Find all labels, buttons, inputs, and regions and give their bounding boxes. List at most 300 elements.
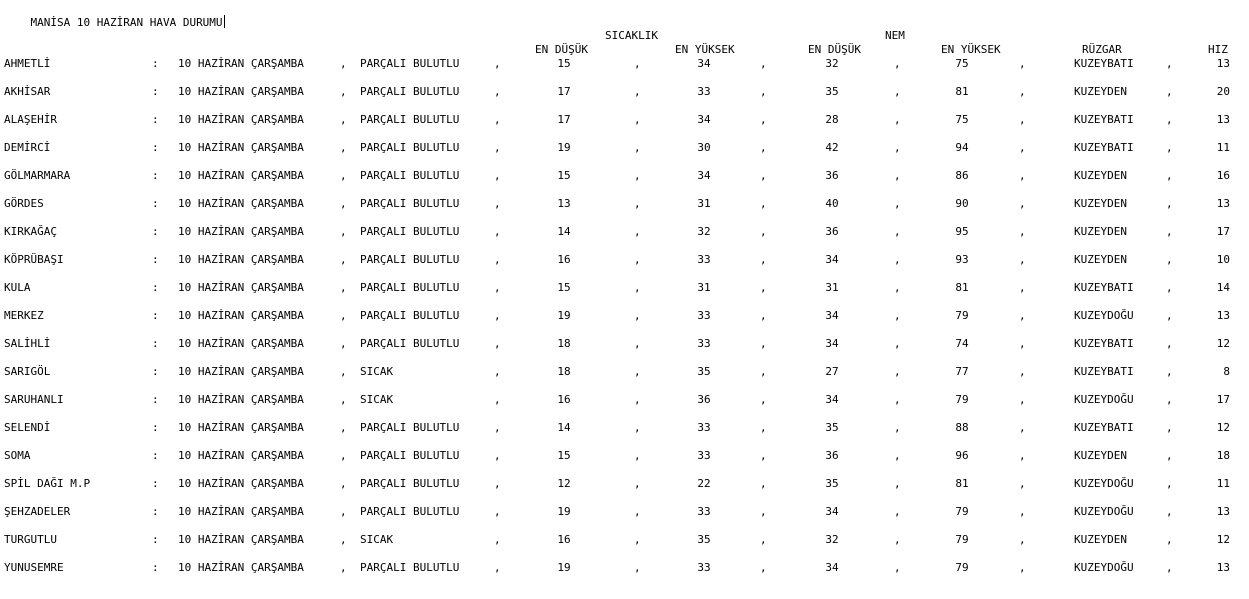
wind-speed-value: 18 bbox=[1216, 449, 1230, 462]
comma-separator: , bbox=[340, 337, 347, 350]
comma-separator: , bbox=[894, 113, 901, 126]
comma-separator: , bbox=[760, 477, 767, 490]
comma-separator: , bbox=[894, 169, 901, 182]
comma-separator: , bbox=[494, 309, 501, 322]
humidity-max-value: 94 bbox=[955, 141, 969, 154]
comma-separator: , bbox=[760, 533, 767, 546]
comma-separator: , bbox=[1166, 561, 1173, 574]
comma-separator: , bbox=[894, 281, 901, 294]
comma-separator: , bbox=[494, 197, 501, 210]
document-title-line bbox=[4, 1, 225, 44]
district-name: KIRKAĞAÇ bbox=[4, 225, 57, 238]
district-name: YUNUSEMRE bbox=[4, 561, 64, 574]
comma-separator: , bbox=[634, 561, 641, 574]
wind-speed-value: 13 bbox=[1216, 57, 1230, 70]
text-cursor bbox=[224, 15, 225, 28]
sky-condition: PARÇALI BULUTLU bbox=[360, 309, 460, 322]
comma-separator: , bbox=[340, 169, 347, 182]
comma-separator: , bbox=[1019, 113, 1026, 126]
comma-separator: , bbox=[1166, 477, 1173, 490]
wind-direction: KUZEYDOĞU bbox=[1074, 477, 1134, 490]
humidity-max-value: 95 bbox=[955, 225, 969, 238]
comma-separator: , bbox=[340, 309, 347, 322]
comma-separator: , bbox=[894, 533, 901, 546]
comma-separator: , bbox=[494, 533, 501, 546]
comma-separator: , bbox=[1019, 533, 1026, 546]
temp-max-value: 34 bbox=[697, 113, 711, 126]
temp-min-value: 19 bbox=[557, 505, 571, 518]
temp-min-value: 13 bbox=[557, 197, 571, 210]
comma-separator: , bbox=[634, 449, 641, 462]
comma-separator: , bbox=[760, 85, 767, 98]
district-name: ALAŞEHİR bbox=[4, 113, 57, 126]
table-row bbox=[0, 281, 1249, 295]
comma-separator: , bbox=[760, 253, 767, 266]
table-row bbox=[0, 337, 1249, 351]
humidity-max-value: 79 bbox=[955, 533, 969, 546]
colon-separator: : bbox=[152, 505, 159, 518]
temp-min-value: 19 bbox=[557, 561, 571, 574]
colon-separator: : bbox=[152, 477, 159, 490]
humidity-max-value: 79 bbox=[955, 505, 969, 518]
humidity-max-value: 86 bbox=[955, 169, 969, 182]
sky-condition: PARÇALI BULUTLU bbox=[360, 449, 460, 462]
forecast-date: 10 HAZİRAN ÇARŞAMBA bbox=[178, 393, 304, 406]
comma-separator: , bbox=[634, 533, 641, 546]
district-name: SARIGÖL bbox=[4, 365, 51, 378]
colon-separator: : bbox=[152, 57, 159, 70]
comma-separator: , bbox=[894, 225, 901, 238]
comma-separator: , bbox=[1166, 141, 1173, 154]
temp-min-value: 18 bbox=[557, 365, 571, 378]
table-row bbox=[0, 57, 1249, 71]
wind-speed-value: 16 bbox=[1216, 169, 1230, 182]
table-row bbox=[0, 421, 1249, 435]
sky-condition: PARÇALI BULUTLU bbox=[360, 337, 460, 350]
humidity-max-value: 75 bbox=[955, 113, 969, 126]
forecast-date: 10 HAZİRAN ÇARŞAMBA bbox=[178, 533, 304, 546]
district-name: ŞEHZADELER bbox=[4, 505, 71, 518]
comma-separator: , bbox=[634, 281, 641, 294]
temp-min-value: 15 bbox=[557, 169, 571, 182]
comma-separator: , bbox=[494, 141, 501, 154]
comma-separator: , bbox=[760, 57, 767, 70]
sky-condition: PARÇALI BULUTLU bbox=[360, 421, 460, 434]
humidity-min-value: 36 bbox=[825, 225, 839, 238]
comma-separator: , bbox=[1166, 197, 1173, 210]
comma-separator: , bbox=[340, 449, 347, 462]
colon-separator: : bbox=[152, 197, 159, 210]
humidity-max-value: 88 bbox=[955, 421, 969, 434]
wind-speed-value: 20 bbox=[1216, 85, 1230, 98]
comma-separator: , bbox=[894, 365, 901, 378]
comma-separator: , bbox=[1166, 449, 1173, 462]
comma-separator: , bbox=[894, 393, 901, 406]
comma-separator: , bbox=[634, 337, 641, 350]
wind-direction: KUZEYDEN bbox=[1074, 225, 1127, 238]
forecast-date: 10 HAZİRAN ÇARŞAMBA bbox=[178, 57, 304, 70]
document-title: MANİSA 10 HAZİRAN HAVA DURUMU bbox=[30, 16, 223, 29]
comma-separator: , bbox=[1019, 477, 1026, 490]
wind-direction: KUZEYBATI bbox=[1074, 421, 1134, 434]
temp-max-value: 35 bbox=[697, 533, 711, 546]
table-row bbox=[0, 365, 1249, 379]
wind-direction: KUZEYBATI bbox=[1074, 113, 1134, 126]
colon-separator: : bbox=[152, 309, 159, 322]
table-row bbox=[0, 533, 1249, 547]
forecast-date: 10 HAZİRAN ÇARŞAMBA bbox=[178, 253, 304, 266]
table-row bbox=[0, 505, 1249, 519]
table-row bbox=[0, 309, 1249, 323]
district-name: SALİHLİ bbox=[4, 337, 51, 350]
wind-direction: KUZEYDOĞU bbox=[1074, 393, 1134, 406]
comma-separator: , bbox=[340, 85, 347, 98]
comma-separator: , bbox=[494, 169, 501, 182]
humidity-min-value: 27 bbox=[825, 365, 839, 378]
comma-separator: , bbox=[634, 141, 641, 154]
district-name: DEMİRCİ bbox=[4, 141, 51, 154]
comma-separator: , bbox=[760, 421, 767, 434]
sky-condition: PARÇALI BULUTLU bbox=[360, 253, 460, 266]
comma-separator: , bbox=[494, 365, 501, 378]
comma-separator: , bbox=[894, 505, 901, 518]
district-name: SPİL DAĞI M.P bbox=[4, 477, 91, 490]
sky-condition: PARÇALI BULUTLU bbox=[360, 477, 460, 490]
wind-direction: KUZEYDEN bbox=[1074, 197, 1127, 210]
sky-condition: SICAK bbox=[360, 365, 394, 378]
table-row bbox=[0, 449, 1249, 463]
forecast-date: 10 HAZİRAN ÇARŞAMBA bbox=[178, 141, 304, 154]
colon-separator: : bbox=[152, 393, 159, 406]
district-name: SOMA bbox=[4, 449, 31, 462]
comma-separator: , bbox=[1019, 309, 1026, 322]
humidity-max-value: 75 bbox=[955, 57, 969, 70]
sky-condition: PARÇALI BULUTLU bbox=[360, 113, 460, 126]
header-speed: HIZ bbox=[1208, 43, 1228, 56]
humidity-max-value: 79 bbox=[955, 393, 969, 406]
comma-separator: , bbox=[494, 421, 501, 434]
colon-separator: : bbox=[152, 85, 159, 98]
temp-min-value: 17 bbox=[557, 113, 571, 126]
comma-separator: , bbox=[340, 477, 347, 490]
comma-separator: , bbox=[760, 225, 767, 238]
colon-separator: : bbox=[152, 281, 159, 294]
humidity-min-value: 35 bbox=[825, 421, 839, 434]
comma-separator: , bbox=[1166, 337, 1173, 350]
wind-direction: KUZEYBATI bbox=[1074, 141, 1134, 154]
colon-separator: : bbox=[152, 421, 159, 434]
sky-condition: PARÇALI BULUTLU bbox=[360, 225, 460, 238]
comma-separator: , bbox=[1019, 197, 1026, 210]
comma-separator: , bbox=[340, 393, 347, 406]
comma-separator: , bbox=[1019, 281, 1026, 294]
comma-separator: , bbox=[1166, 169, 1173, 182]
table-row bbox=[0, 253, 1249, 267]
comma-separator: , bbox=[340, 505, 347, 518]
wind-speed-value: 13 bbox=[1216, 561, 1230, 574]
comma-separator: , bbox=[894, 561, 901, 574]
district-name: SARUHANLI bbox=[4, 393, 64, 406]
humidity-min-value: 35 bbox=[825, 477, 839, 490]
temp-min-value: 16 bbox=[557, 533, 571, 546]
comma-separator: , bbox=[494, 57, 501, 70]
comma-separator: , bbox=[340, 533, 347, 546]
comma-separator: , bbox=[894, 309, 901, 322]
temp-min-value: 15 bbox=[557, 449, 571, 462]
sky-condition: SICAK bbox=[360, 533, 394, 546]
comma-separator: , bbox=[340, 253, 347, 266]
sky-condition: PARÇALI BULUTLU bbox=[360, 169, 460, 182]
district-name: SELENDİ bbox=[4, 421, 51, 434]
district-name: TURGUTLU bbox=[4, 533, 57, 546]
header-temp-max: EN YÜKSEK bbox=[675, 43, 735, 56]
comma-separator: , bbox=[760, 449, 767, 462]
temp-max-value: 33 bbox=[697, 85, 711, 98]
comma-separator: , bbox=[1019, 421, 1026, 434]
comma-separator: , bbox=[894, 253, 901, 266]
district-name: MERKEZ bbox=[4, 309, 44, 322]
temp-min-value: 16 bbox=[557, 393, 571, 406]
humidity-min-value: 34 bbox=[825, 505, 839, 518]
humidity-min-value: 40 bbox=[825, 197, 839, 210]
comma-separator: , bbox=[760, 281, 767, 294]
humidity-max-value: 93 bbox=[955, 253, 969, 266]
forecast-date: 10 HAZİRAN ÇARŞAMBA bbox=[178, 505, 304, 518]
comma-separator: , bbox=[1166, 365, 1173, 378]
temp-max-value: 33 bbox=[697, 561, 711, 574]
header-temperature-group: SICAKLIK bbox=[605, 29, 658, 42]
wind-direction: KUZEYDEN bbox=[1074, 449, 1127, 462]
comma-separator: , bbox=[1019, 393, 1026, 406]
table-row bbox=[0, 169, 1249, 183]
district-name: KULA bbox=[4, 281, 31, 294]
comma-separator: , bbox=[634, 365, 641, 378]
temp-min-value: 16 bbox=[557, 253, 571, 266]
comma-separator: , bbox=[1166, 113, 1173, 126]
comma-separator: , bbox=[634, 197, 641, 210]
humidity-min-value: 31 bbox=[825, 281, 839, 294]
comma-separator: , bbox=[760, 309, 767, 322]
temp-min-value: 15 bbox=[557, 57, 571, 70]
comma-separator: , bbox=[494, 505, 501, 518]
header-hum-min: EN DÜŞÜK bbox=[808, 43, 861, 56]
district-name: AHMETLİ bbox=[4, 57, 51, 70]
humidity-min-value: 42 bbox=[825, 141, 839, 154]
comma-separator: , bbox=[1166, 57, 1173, 70]
humidity-min-value: 32 bbox=[825, 57, 839, 70]
comma-separator: , bbox=[634, 169, 641, 182]
wind-direction: KUZEYDOĞU bbox=[1074, 505, 1134, 518]
temp-max-value: 32 bbox=[697, 225, 711, 238]
humidity-max-value: 81 bbox=[955, 477, 969, 490]
temp-min-value: 15 bbox=[557, 281, 571, 294]
table-row bbox=[0, 197, 1249, 211]
temp-min-value: 14 bbox=[557, 421, 571, 434]
humidity-max-value: 81 bbox=[955, 85, 969, 98]
wind-speed-value: 13 bbox=[1216, 505, 1230, 518]
comma-separator: , bbox=[760, 337, 767, 350]
wind-speed-value: 17 bbox=[1216, 225, 1230, 238]
comma-separator: , bbox=[760, 169, 767, 182]
comma-separator: , bbox=[760, 393, 767, 406]
comma-separator: , bbox=[1166, 309, 1173, 322]
comma-separator: , bbox=[1019, 141, 1026, 154]
comma-separator: , bbox=[634, 421, 641, 434]
wind-speed-value: 17 bbox=[1216, 393, 1230, 406]
table-row bbox=[0, 85, 1249, 99]
comma-separator: , bbox=[894, 421, 901, 434]
comma-separator: , bbox=[340, 225, 347, 238]
temp-min-value: 18 bbox=[557, 337, 571, 350]
comma-separator: , bbox=[634, 85, 641, 98]
temp-min-value: 14 bbox=[557, 225, 571, 238]
comma-separator: , bbox=[760, 505, 767, 518]
humidity-max-value: 77 bbox=[955, 365, 969, 378]
comma-separator: , bbox=[494, 393, 501, 406]
comma-separator: , bbox=[340, 57, 347, 70]
comma-separator: , bbox=[340, 561, 347, 574]
comma-separator: , bbox=[634, 309, 641, 322]
wind-direction: KUZEYBATI bbox=[1074, 365, 1134, 378]
wind-direction: KUZEYDOĞU bbox=[1074, 561, 1134, 574]
sky-condition: PARÇALI BULUTLU bbox=[360, 57, 460, 70]
comma-separator: , bbox=[760, 113, 767, 126]
temp-max-value: 33 bbox=[697, 253, 711, 266]
table-row bbox=[0, 225, 1249, 239]
forecast-date: 10 HAZİRAN ÇARŞAMBA bbox=[178, 477, 304, 490]
comma-separator: , bbox=[494, 225, 501, 238]
wind-direction: KUZEYDEN bbox=[1074, 85, 1127, 98]
comma-separator: , bbox=[894, 57, 901, 70]
forecast-date: 10 HAZİRAN ÇARŞAMBA bbox=[178, 113, 304, 126]
comma-separator: , bbox=[634, 113, 641, 126]
humidity-min-value: 34 bbox=[825, 561, 839, 574]
temp-min-value: 19 bbox=[557, 141, 571, 154]
humidity-min-value: 36 bbox=[825, 449, 839, 462]
comma-separator: , bbox=[1166, 85, 1173, 98]
temp-max-value: 36 bbox=[697, 393, 711, 406]
comma-separator: , bbox=[494, 253, 501, 266]
comma-separator: , bbox=[894, 85, 901, 98]
comma-separator: , bbox=[894, 197, 901, 210]
temp-max-value: 31 bbox=[697, 281, 711, 294]
comma-separator: , bbox=[1166, 393, 1173, 406]
humidity-max-value: 96 bbox=[955, 449, 969, 462]
comma-separator: , bbox=[340, 141, 347, 154]
comma-separator: , bbox=[634, 57, 641, 70]
header-hum-max: EN YÜKSEK bbox=[941, 43, 1001, 56]
temp-max-value: 34 bbox=[697, 169, 711, 182]
comma-separator: , bbox=[894, 477, 901, 490]
wind-speed-value: 11 bbox=[1216, 477, 1230, 490]
comma-separator: , bbox=[1019, 337, 1026, 350]
district-name: AKHİSAR bbox=[4, 85, 51, 98]
colon-separator: : bbox=[152, 253, 159, 266]
humidity-min-value: 34 bbox=[825, 253, 839, 266]
wind-direction: KUZEYBATI bbox=[1074, 281, 1134, 294]
sky-condition: PARÇALI BULUTLU bbox=[360, 505, 460, 518]
comma-separator: , bbox=[894, 141, 901, 154]
forecast-date: 10 HAZİRAN ÇARŞAMBA bbox=[178, 449, 304, 462]
humidity-min-value: 34 bbox=[825, 309, 839, 322]
colon-separator: : bbox=[152, 365, 159, 378]
temp-max-value: 22 bbox=[697, 477, 711, 490]
humidity-min-value: 32 bbox=[825, 533, 839, 546]
comma-separator: , bbox=[1019, 505, 1026, 518]
comma-separator: , bbox=[494, 113, 501, 126]
comma-separator: , bbox=[760, 141, 767, 154]
temp-max-value: 33 bbox=[697, 505, 711, 518]
colon-separator: : bbox=[152, 533, 159, 546]
colon-separator: : bbox=[152, 225, 159, 238]
table-row bbox=[0, 561, 1249, 575]
district-name: GÖLMARMARA bbox=[4, 169, 71, 182]
temp-max-value: 31 bbox=[697, 197, 711, 210]
wind-speed-value: 8 bbox=[1223, 365, 1230, 378]
comma-separator: , bbox=[340, 281, 347, 294]
colon-separator: : bbox=[152, 113, 159, 126]
temp-max-value: 33 bbox=[697, 309, 711, 322]
comma-separator: , bbox=[760, 197, 767, 210]
colon-separator: : bbox=[152, 141, 159, 154]
wind-direction: KUZEYDOĞU bbox=[1074, 309, 1134, 322]
comma-separator: , bbox=[1166, 505, 1173, 518]
comma-separator: , bbox=[1166, 421, 1173, 434]
wind-speed-value: 13 bbox=[1216, 309, 1230, 322]
comma-separator: , bbox=[760, 365, 767, 378]
wind-speed-value: 13 bbox=[1216, 113, 1230, 126]
humidity-max-value: 79 bbox=[955, 309, 969, 322]
comma-separator: , bbox=[1019, 253, 1026, 266]
wind-speed-value: 10 bbox=[1216, 253, 1230, 266]
humidity-max-value: 79 bbox=[955, 561, 969, 574]
humidity-max-value: 81 bbox=[955, 281, 969, 294]
temp-max-value: 33 bbox=[697, 449, 711, 462]
forecast-date: 10 HAZİRAN ÇARŞAMBA bbox=[178, 309, 304, 322]
comma-separator: , bbox=[1019, 365, 1026, 378]
header-humidity-group: NEM bbox=[885, 29, 905, 42]
humidity-min-value: 35 bbox=[825, 85, 839, 98]
comma-separator: , bbox=[1166, 281, 1173, 294]
district-name: KÖPRÜBAŞI bbox=[4, 253, 64, 266]
comma-separator: , bbox=[494, 449, 501, 462]
wind-direction: KUZEYBATI bbox=[1074, 337, 1134, 350]
temp-max-value: 34 bbox=[697, 57, 711, 70]
forecast-date: 10 HAZİRAN ÇARŞAMBA bbox=[178, 365, 304, 378]
forecast-date: 10 HAZİRAN ÇARŞAMBA bbox=[178, 337, 304, 350]
wind-direction: KUZEYDEN bbox=[1074, 169, 1127, 182]
forecast-date: 10 HAZİRAN ÇARŞAMBA bbox=[178, 197, 304, 210]
wind-direction: KUZEYBATI bbox=[1074, 57, 1134, 70]
temp-max-value: 33 bbox=[697, 337, 711, 350]
wind-speed-value: 12 bbox=[1216, 337, 1230, 350]
comma-separator: , bbox=[634, 505, 641, 518]
comma-separator: , bbox=[1019, 449, 1026, 462]
comma-separator: , bbox=[494, 85, 501, 98]
sky-condition: PARÇALI BULUTLU bbox=[360, 281, 460, 294]
forecast-date: 10 HAZİRAN ÇARŞAMBA bbox=[178, 561, 304, 574]
comma-separator: , bbox=[634, 393, 641, 406]
temp-min-value: 12 bbox=[557, 477, 571, 490]
comma-separator: , bbox=[494, 281, 501, 294]
forecast-date: 10 HAZİRAN ÇARŞAMBA bbox=[178, 85, 304, 98]
forecast-date: 10 HAZİRAN ÇARŞAMBA bbox=[178, 281, 304, 294]
table-row bbox=[0, 393, 1249, 407]
district-name: GÖRDES bbox=[4, 197, 44, 210]
forecast-date: 10 HAZİRAN ÇARŞAMBA bbox=[178, 421, 304, 434]
header-wind: RÜZGAR bbox=[1082, 43, 1122, 56]
humidity-min-value: 28 bbox=[825, 113, 839, 126]
